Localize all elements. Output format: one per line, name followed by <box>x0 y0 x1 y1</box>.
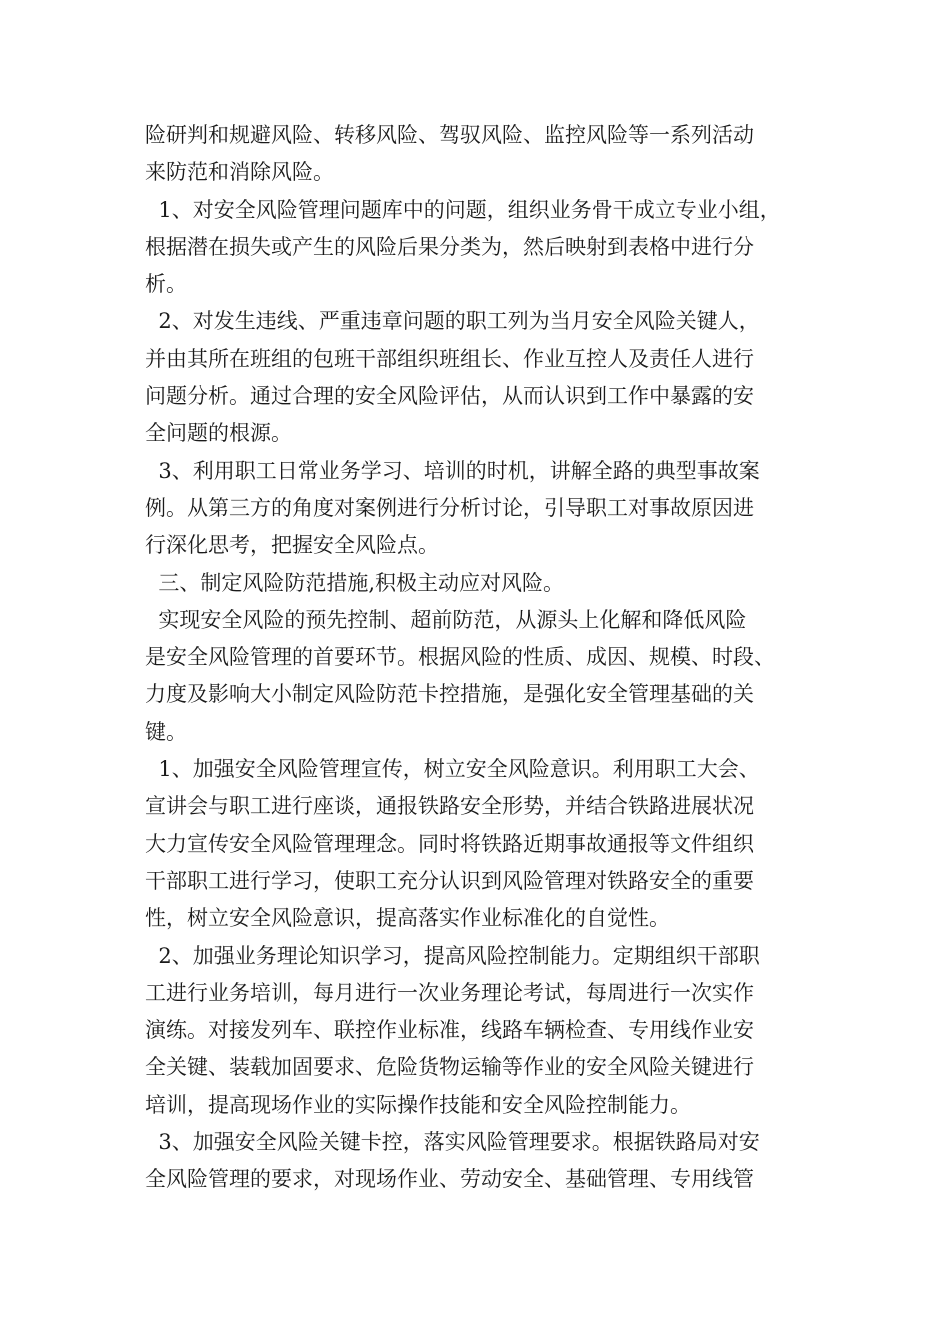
text-line: 问题分析。通过合理的安全风险评估，从而认识到工作中暴露的安 <box>145 384 754 409</box>
text-line: 三、制定风险防范措施,积极主动应对风险。 <box>145 570 565 595</box>
text-line: 险研判和规避风险、转移风险、驾驭风险、监控风险等一系列活动 <box>145 123 754 147</box>
text-line: 3、利用职工日常业务学习、培训的时机，讲解全路的典型事故案 <box>145 458 760 483</box>
text-line: 2、加强业务理论知识学习，提高风险控制能力。定期组织干部职 <box>145 943 760 968</box>
text-line: 全问题的根源。 <box>145 421 292 446</box>
body-text <box>145 117 825 1199</box>
text-line: 1、加强安全风险管理宣传，树立安全风险意识。利用职工大会、 <box>145 757 760 782</box>
text-line: 行深化思考，把握安全风险点。 <box>145 533 439 558</box>
text-line: 实现安全风险的预先控制、超前防范，从源头上化解和降低风险 <box>145 607 747 632</box>
text-line: 根据潜在损失或产生的风险后果分类为，然后映射到表格中进行分 <box>145 234 754 259</box>
text-line: 键。 <box>145 719 187 744</box>
text-line: 力度及影响大小制定风险防范卡控措施，是强化安全管理基础的关 <box>145 682 754 707</box>
text-line: 并由其所在班组的包班干部组织班组长、作业互控人及责任人进行 <box>145 346 754 371</box>
text-line: 析。 <box>145 272 187 297</box>
text-line: 大力宣传安全风险管理理念。同时将铁路近期事故通报等文件组织 <box>145 831 754 856</box>
text-line: 性，树立安全风险意识，提高落实作业标准化的自觉性。 <box>145 906 670 931</box>
text-line: 全关键、装载加固要求、危险货物运输等作业的安全风险关键进行 <box>145 1055 754 1080</box>
text-line: 演练。对接发列车、联控作业标准，线路车辆检查、专用线作业安 <box>145 1018 754 1043</box>
text-line: 培训，提高现场作业的实际操作技能和安全风险控制能力。 <box>145 1092 691 1117</box>
text-line: 宣讲会与职工进行座谈，通报铁路安全形势，并结合铁路进展状况 <box>145 794 754 819</box>
text-line: 例。从第三方的角度对案例进行分析讨论，引导职工对事故原因进 <box>145 495 754 520</box>
text-line: 来防范和消除风险。 <box>145 160 334 185</box>
text-line: 2、对发生违线、严重违章问题的职工列为当月安全风险关键人， <box>145 309 760 334</box>
text-line: 3、加强安全风险关键卡控，落实风险管理要求。根据铁路局对安 <box>145 1130 760 1155</box>
text-line: 是安全风险管理的首要环节。根据风险的性质、成因、规模、时段、 <box>145 645 775 670</box>
text-line: 工进行业务培训，每月进行一次业务理论考试，每周进行一次实作 <box>145 980 754 1005</box>
text-line: 1、对安全风险管理问题库中的问题，组织业务骨干成立专业小组， <box>145 197 781 222</box>
text-line: 全风险管理的要求，对现场作业、劳动安全、基础管理、专用线管 <box>145 1167 754 1192</box>
text-line: 干部职工进行学习，使职工充分认识到风险管理对铁路安全的重要 <box>145 868 754 893</box>
